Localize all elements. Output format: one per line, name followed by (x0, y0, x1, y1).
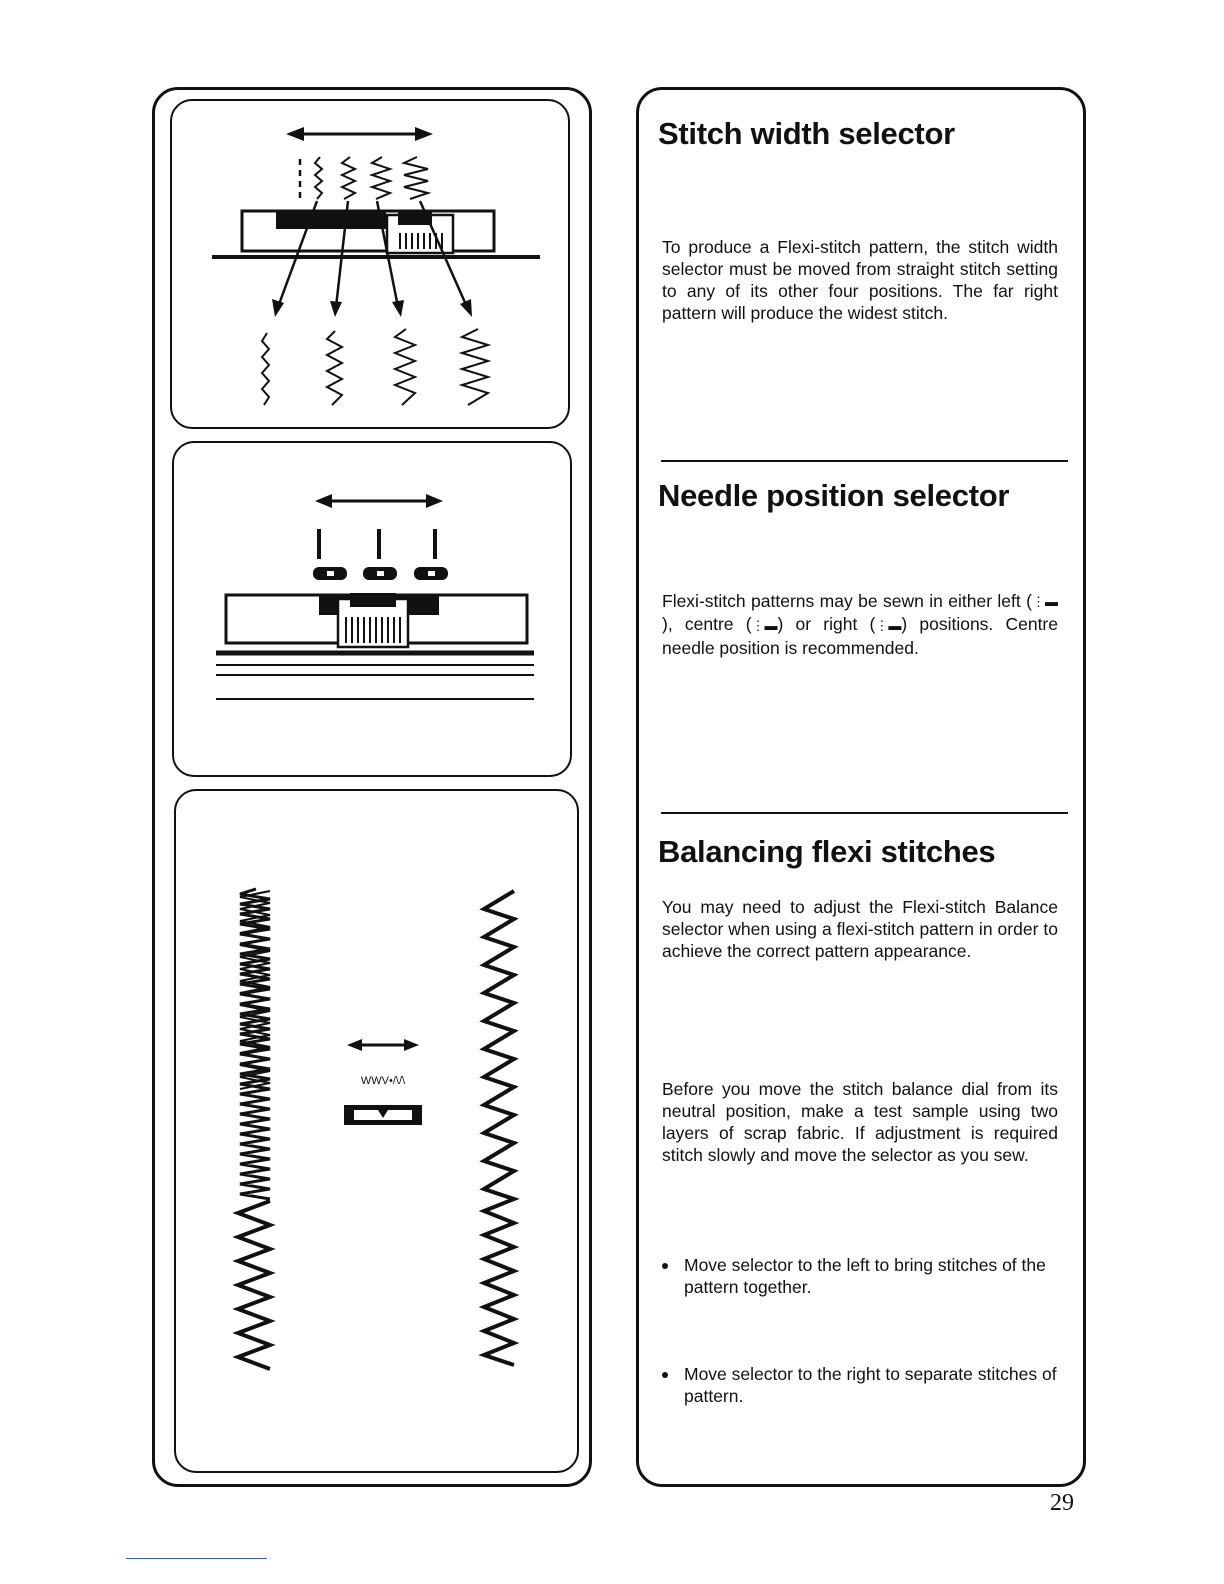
bullet-icon (662, 1263, 668, 1269)
centre-needle-position-icon: ⋮▬ (751, 617, 778, 633)
section-divider (661, 812, 1068, 814)
balancing-body-2: Before you move the stitch balance dial from its neutral position, make a test sample using two layers of scrap fabric. If adjustment is required stitch slowly and move the selector as you sew. (662, 1079, 1058, 1165)
left-needle-position-icon: ⋮▬ (1032, 594, 1058, 610)
stitch-width-heading: Stitch width selector (658, 116, 955, 151)
footer-link-line (126, 1558, 267, 1559)
needle-position-body (662, 590, 1058, 659)
needle-position-illustration (172, 441, 572, 777)
balancing-heading: Balancing flexi stitches (658, 834, 996, 869)
balancing-body-1: You may need to adjust the Flexi-stitch Balance selector when using a flexi-stitch pattern in order to achieve the correct pattern appearance. (662, 897, 1058, 961)
needle-body-part2: ), centre ( (662, 614, 752, 635)
needle-position-heading: Needle position selector (658, 478, 1010, 513)
page-number: 29 (1050, 1490, 1074, 1516)
needle-body-part1: Flexi-stitch patterns may be sewn in either left ( (662, 591, 1032, 611)
list-item: Move selector to the right to separate stitches of pattern. (662, 1363, 1062, 1407)
needle-body-part3: ) or right ( (777, 614, 876, 635)
list-item: Move selector to the left to bring stitches of the pattern together. (662, 1254, 1062, 1298)
section-divider (661, 460, 1068, 462)
stitch-width-body: To produce a Flexi-stitch pattern, the stitch width selector must be moved from straight stitch setting to any of its other four positions. The far right pattern will produce the widest stitch. (662, 237, 1058, 323)
balancing-stitches-illustration (174, 789, 579, 1473)
balance-icon-label: WWV•/\/\ (360, 1075, 406, 1087)
bullet-icon (662, 1372, 668, 1378)
right-needle-position-icon: ⋮▬ (875, 617, 902, 633)
stitch-width-illustration (170, 99, 570, 429)
needle-body-part4: ) positions. Centre needle position is recommended. (662, 614, 1058, 658)
